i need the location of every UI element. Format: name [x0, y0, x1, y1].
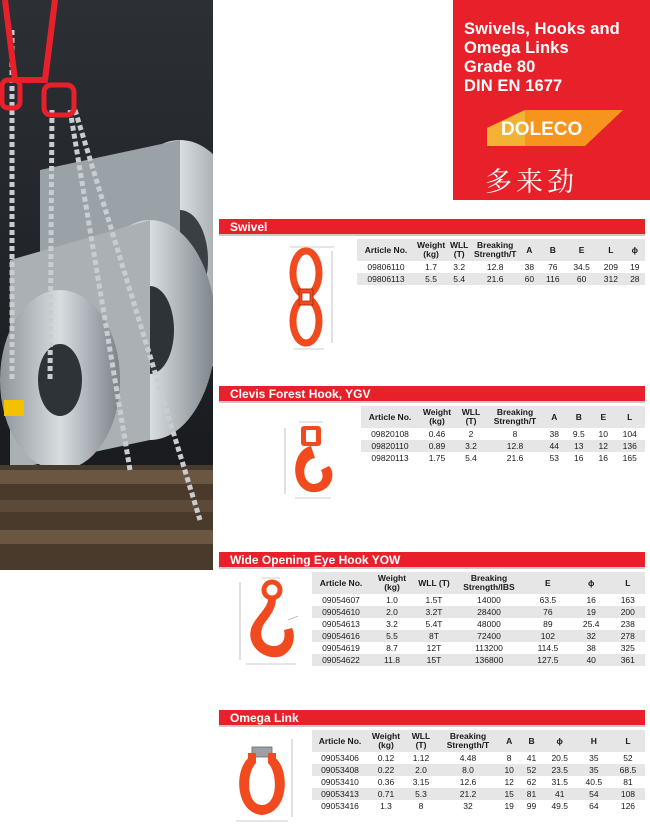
table-row — [312, 606, 645, 618]
cell: 14000 — [477, 595, 501, 605]
cell: 48000 — [477, 619, 501, 629]
col-header: Breaking Strength/T — [438, 730, 498, 752]
cell: 54 — [577, 788, 611, 800]
table-row — [361, 452, 645, 464]
cell: 52 — [623, 753, 633, 763]
cell: 2 — [468, 429, 474, 439]
cell: 64 — [589, 801, 599, 811]
cell: 89 — [543, 619, 553, 629]
col-header: A — [498, 730, 520, 752]
cell: 09054619 — [322, 643, 360, 653]
title-line: Grade 80 — [464, 58, 536, 76]
col-header: A — [519, 239, 539, 261]
cell: 8 — [418, 801, 424, 811]
cell: 3.2 — [386, 619, 398, 629]
cell: 1.75 — [428, 453, 446, 463]
cell: 35 — [589, 753, 599, 763]
cell: 1.5T — [425, 595, 443, 605]
col-header: H — [577, 730, 611, 752]
cell: 20.5 — [551, 753, 568, 763]
col-header: E — [524, 572, 572, 594]
table-row — [312, 764, 645, 776]
section-bar-swivel — [219, 219, 645, 236]
col-header: Article No. — [312, 730, 368, 752]
cell: 09053413 — [312, 788, 368, 800]
col-header: WLL (T) — [404, 730, 438, 752]
cell: 9.5 — [572, 429, 585, 439]
section-title: Wide Opening Eye Hook YOW — [230, 553, 401, 567]
cell: 8.0 — [438, 764, 498, 776]
cell: 8 — [506, 753, 512, 763]
table-header-row — [357, 239, 645, 261]
cell: 8 — [512, 429, 518, 439]
cell: 38 — [586, 643, 596, 653]
cell: 09806113 — [357, 273, 415, 285]
cell: 76 — [524, 606, 572, 618]
col-header: L — [615, 406, 645, 428]
cell: 68.5 — [611, 764, 645, 776]
eye-hook-drawing — [236, 576, 302, 666]
cell: 278 — [611, 630, 645, 642]
swivel-drawing — [286, 243, 338, 353]
col-header: ϕ — [572, 572, 611, 594]
table-row — [312, 800, 645, 812]
cell: 126 — [620, 801, 636, 811]
col-header: E — [566, 239, 597, 261]
cell: 12.6 — [459, 777, 477, 787]
col-header: Weight (kg) — [368, 730, 404, 752]
cell: 0.89 — [419, 440, 455, 452]
cell: 25.4 — [582, 619, 600, 629]
cell: 2.0 — [404, 764, 438, 776]
cell: 209 — [603, 262, 618, 272]
clevis-hook-drawing — [281, 418, 343, 500]
table-row — [312, 594, 645, 606]
table-row — [361, 440, 645, 452]
cell: 0.22 — [368, 764, 404, 776]
cell: 238 — [620, 619, 635, 629]
cell: 09820113 — [371, 453, 409, 463]
cell: 2.0 — [370, 606, 414, 618]
cell: 23.5 — [543, 764, 577, 776]
section-title: Omega Link — [230, 711, 299, 725]
col-header: B — [540, 239, 567, 261]
col-header: E — [592, 406, 615, 428]
cell: 32 — [463, 801, 473, 811]
col-header: A — [543, 406, 566, 428]
clevis-hook-table — [361, 406, 645, 464]
cell: 19 — [504, 801, 514, 811]
cell: 34.5 — [573, 262, 590, 272]
col-header: Article No. — [357, 239, 415, 261]
cell: 116 — [540, 273, 567, 285]
col-header: Weight (kg) — [417, 240, 446, 259]
cell: 09054607 — [322, 595, 360, 605]
cell: 200 — [611, 606, 645, 618]
col-header: WLL (T) — [455, 406, 487, 428]
cell: 19 — [630, 262, 640, 272]
cell: 09054613 — [322, 619, 360, 629]
cell: 76 — [548, 262, 558, 272]
col-header: L — [611, 572, 645, 594]
cell: 4.48 — [459, 753, 477, 763]
omega-link-drawing — [228, 733, 298, 823]
cell: 21.6 — [471, 273, 519, 285]
table-header-row — [312, 572, 645, 594]
cell: 60 — [519, 273, 539, 285]
col-header: ϕ — [543, 730, 577, 752]
cell: 81 — [623, 777, 633, 787]
title-line: Swivels, Hooks and — [464, 20, 620, 38]
cell: 09053408 — [312, 764, 368, 776]
cell: 104 — [622, 429, 637, 439]
cell: 49.5 — [551, 801, 568, 811]
cell: 0.46 — [428, 429, 446, 439]
cell: 8T — [414, 630, 454, 642]
cell: 09054616 — [312, 630, 370, 642]
cell: 1.3 — [380, 801, 392, 811]
cell: 113200 — [475, 643, 503, 653]
doleco-logo — [485, 108, 625, 148]
cell: 09053410 — [321, 777, 359, 787]
cell: 15 — [498, 788, 520, 800]
cell: 19 — [572, 606, 611, 618]
cell: 5.4T — [425, 619, 443, 629]
col-header: Article No. — [361, 406, 419, 428]
cell: 0.71 — [368, 788, 404, 800]
cell: 3.2 — [453, 262, 466, 272]
section-title: Swivel — [230, 220, 268, 234]
col-header: B — [566, 406, 592, 428]
cell: 09054610 — [312, 606, 370, 618]
col-header: WLL (T) — [447, 239, 471, 261]
cell: 0.36 — [377, 777, 395, 787]
cell: 38 — [524, 262, 535, 272]
col-header: Breaking Strength/T — [471, 239, 519, 261]
cell: 35 — [577, 764, 611, 776]
cell: 44 — [543, 440, 566, 452]
section-bar-eye-hook — [219, 552, 645, 569]
table-row — [312, 654, 645, 666]
cell: 11.8 — [370, 654, 414, 666]
table-row — [361, 428, 645, 440]
cell: 38 — [549, 429, 559, 439]
cell: 99 — [526, 801, 537, 811]
table-row — [357, 261, 645, 273]
cell: 53 — [549, 453, 559, 463]
cell: 28 — [625, 273, 645, 285]
section-bar-omega-link — [219, 710, 645, 727]
cell: 09053406 — [321, 753, 359, 763]
cell: 09820110 — [361, 440, 419, 452]
cell: 09054622 — [312, 654, 370, 666]
cell: 16 — [598, 453, 609, 463]
cell: 325 — [620, 643, 635, 653]
cell: 1.7 — [425, 262, 437, 272]
col-header: L — [611, 730, 645, 752]
cell: 165 — [622, 453, 637, 463]
table-header-row — [312, 730, 645, 752]
cell: 10 — [598, 429, 609, 439]
cell: 41 — [526, 753, 537, 763]
cell: 12T — [426, 643, 442, 653]
cell: 16 — [574, 453, 584, 463]
cell: 09820108 — [371, 429, 409, 439]
table-row — [357, 273, 645, 285]
logo-chinese-text: 多来劲 — [485, 167, 578, 198]
col-header: L — [597, 239, 624, 261]
cell: 8.7 — [386, 643, 398, 653]
table-row — [312, 630, 645, 642]
col-header: Article No. — [312, 572, 370, 594]
omega-link-table — [312, 730, 645, 812]
cell: 12 — [592, 440, 615, 452]
table-row — [312, 752, 645, 764]
table-row — [312, 642, 645, 654]
cell: 63.5 — [539, 595, 557, 605]
table-row — [312, 788, 645, 800]
cell: 81 — [520, 788, 542, 800]
cell: 13 — [566, 440, 592, 452]
col-header: Weight (kg) — [370, 572, 414, 594]
svg-text:DOLECO: DOLECO — [501, 119, 583, 140]
cell: 5.4 — [465, 453, 477, 463]
col-header: Weight (kg) — [419, 406, 455, 428]
swivel-table — [357, 239, 645, 285]
cell: 31.5 — [551, 777, 568, 787]
cell: 09053416 — [321, 801, 359, 811]
col-header: Breaking Strength/lBS — [454, 572, 524, 594]
cell: 102 — [524, 630, 572, 642]
cell: 108 — [611, 788, 645, 800]
cell: 15T — [414, 654, 454, 666]
cell: 3.15 — [412, 777, 430, 787]
cell: 5.5 — [370, 630, 414, 642]
section-title: Clevis Forest Hook, YGV — [230, 387, 371, 401]
cell: 5.3 — [404, 788, 438, 800]
col-header: ϕ — [625, 239, 645, 261]
cell: 12 — [504, 777, 514, 787]
cell: 136800 — [454, 654, 524, 666]
col-header: B — [520, 730, 542, 752]
product-photo — [0, 0, 213, 570]
cell: 12.8 — [486, 262, 504, 272]
cell: 41 — [543, 788, 577, 800]
cell: 3.2 — [455, 440, 487, 452]
cell: 1.0 — [386, 595, 398, 605]
table-row — [312, 618, 645, 630]
cell: 32 — [572, 630, 611, 642]
cell: 0.12 — [377, 753, 395, 763]
cell: 312 — [597, 273, 624, 285]
cell: 3.2T — [414, 606, 454, 618]
cell: 40.5 — [585, 777, 603, 787]
table-header-row — [361, 406, 645, 428]
col-header: WLL (T) — [414, 572, 454, 594]
cell: 21.6 — [506, 453, 524, 463]
cell: 60 — [566, 273, 597, 285]
table-row — [312, 776, 645, 788]
section-bar-clevis-hook — [219, 386, 645, 403]
cell: 40 — [572, 654, 611, 666]
cell: 127.5 — [524, 654, 572, 666]
cell: 52 — [520, 764, 542, 776]
cell: 16 — [586, 595, 596, 605]
cell: 1.12 — [412, 753, 430, 763]
col-header: Breaking Strength/T — [487, 406, 543, 428]
cell: 28400 — [454, 606, 524, 618]
title-box — [453, 0, 650, 200]
eye-hook-table — [312, 572, 645, 666]
cell: 5.5 — [415, 273, 447, 285]
cell: 62 — [526, 777, 537, 787]
cell: 163 — [620, 595, 635, 605]
cell: 72400 — [454, 630, 524, 642]
title-line: DIN EN 1677 — [464, 77, 563, 95]
cell: 5.4 — [447, 273, 471, 285]
cell: 21.2 — [438, 788, 498, 800]
title-line: Omega Links — [464, 39, 569, 57]
cell: 09806110 — [367, 262, 405, 272]
cell: 12.8 — [487, 440, 543, 452]
cell: 10 — [498, 764, 520, 776]
cell: 114.5 — [537, 643, 559, 653]
cell: 136 — [615, 440, 645, 452]
cell: 361 — [611, 654, 645, 666]
